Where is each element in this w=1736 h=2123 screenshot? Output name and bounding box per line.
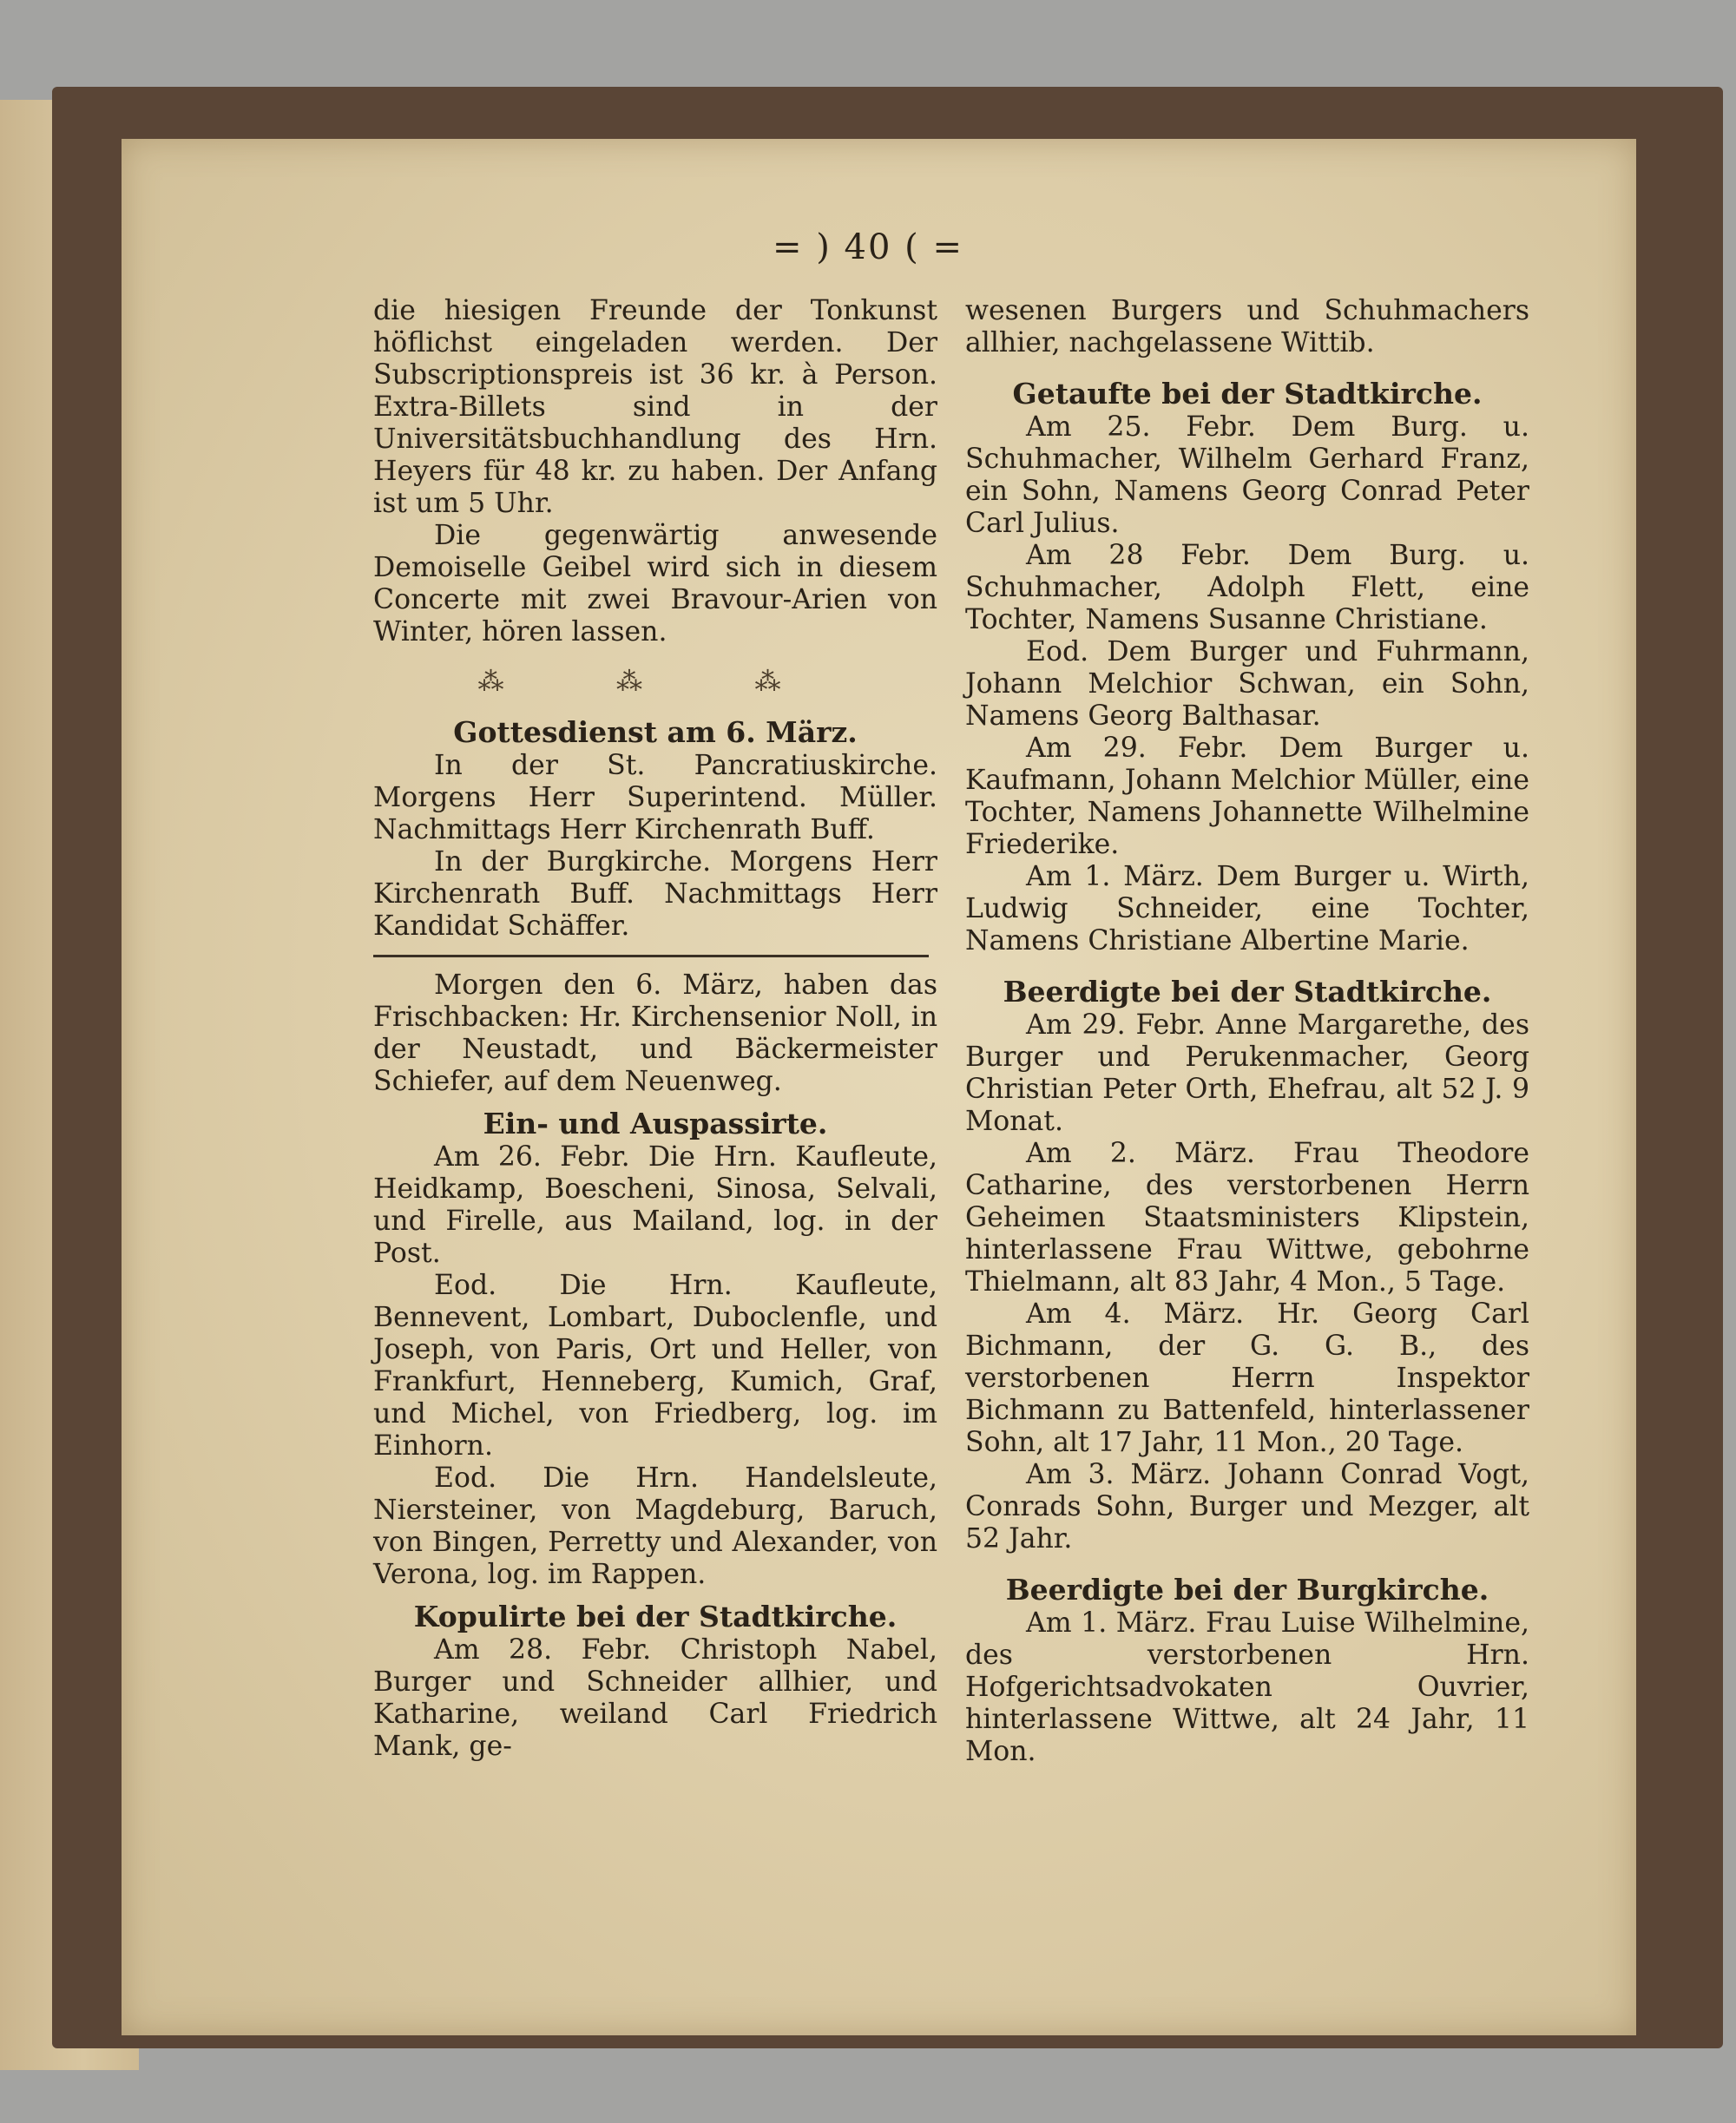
left-column: [373, 295, 937, 1763]
burial-entry-2: Am 2. März. Frau Theodore Catharine, des verstorbenen Herrn Geheimen Staatsministers Klipstein, hinterlassene Frau Wittwe, gebohrne Thielmann, alt 83 Jahr, 4 Mon., 5 Tage.: [965, 1138, 1529, 1298]
section-title-getaufte: Getaufte bei der Stadtkirche.: [1012, 377, 1483, 411]
marriage-continuation: wesenen Burgers und Schuhmachers allhier, nachgelassene Wittib.: [965, 295, 1529, 358]
concert-paragraph: die hiesigen Freunde der Tonkunst höflichst eingeladen werden. Der Subscriptionspreis ist 36 kr. à Person. Extra-Billets sind in der Universitätsbuchhandlung des Hrn. Heyers für 48 kr. zu haben. Der Anfang ist um 5 Uhr.: [373, 295, 937, 519]
section-title-passirte: Ein- und Auspassirte.: [483, 1107, 828, 1140]
travellers-entry-1: Am 26. Febr. Die Hrn. Kaufleute, Heidkamp, Boescheni, Sinosa, Selvali, und Firelle, aus Mailand, log. in der Post.: [373, 1141, 937, 1269]
marriage-entry: Am 28. Febr. Christoph Nabel, Burger und Schneider allhier, und Katharine, weiland Carl Friedrich Mank, ge-: [373, 1634, 937, 1762]
baptism-entry-3: Eod. Dem Burger und Fuhrmann, Johann Melchior Schwan, ein Sohn, Namens Georg Balthasar.: [965, 636, 1529, 732]
concert-singer-paragraph: Die gegenwärtig anwesende Demoiselle Geibel wird sich in diesem Concerte mit zwei Bravour-Arien von Winter, hören lassen.: [373, 520, 937, 647]
right-column: [965, 295, 1529, 1768]
baptism-entry-1: Am 25. Febr. Dem Burg. u. Schuhmacher, Wilhelm Gerhard Franz, ein Sohn, Namens Georg Conrad Peter Carl Julius.: [965, 411, 1529, 539]
service-burgkirche: In der Burgkirche. Morgens Herr Kirchenrath Buff. Nachmittags Herr Kandidat Schäffer.: [373, 846, 937, 942]
baptism-entry-2: Am 28 Febr. Dem Burg. u. Schuhmacher, Adolph Flett, eine Tochter, Namens Susanne Christiane.: [965, 540, 1529, 635]
section-title-gottesdienst: Gottesdienst am 6. März.: [453, 715, 858, 749]
burial-entry-3: Am 4. März. Hr. Georg Carl Bichmann, der G. G. B., des verstorbenen Herrn Inspektor Bichmann zu Battenfeld, hinterlassener Sohn, alt 17 Jahr, 11 Mon., 20 Tage.: [965, 1298, 1529, 1458]
baptism-entry-5: Am 1. März. Dem Burger u. Wirth, Ludwig Schneider, eine Tochter, Namens Christiane Albertine Marie.: [965, 861, 1529, 956]
burial-entry-1: Am 29. Febr. Anne Margarethe, des Burger und Perukenmacher, Georg Christian Peter Orth, Ehefrau, alt 52 J. 9 Monat.: [965, 1009, 1529, 1137]
section-title-kopulirte: Kopulirte bei der Stadtkirche.: [413, 1600, 898, 1633]
burial-entry-4: Am 3. März. Johann Conrad Vogt, Conrads Sohn, Burger und Mezger, alt 52 Jahr.: [965, 1459, 1529, 1554]
travellers-entry-3: Eod. Die Hrn. Handelsleute, Niersteiner, von Magdeburg, Baruch, von Bingen, Perretty und Alexander, von Verona, log. im Rappen.: [373, 1462, 937, 1590]
page-number-header: = ) 40 ( =: [773, 227, 963, 267]
service-pancratius: In der St. Pancratiuskirche. Morgens Herr Superintend. Müller. Nachmittags Herr Kirchenrath Buff.: [373, 750, 937, 845]
ornament-divider: ⁂ ⁂ ⁂: [477, 667, 833, 697]
travellers-entry-2: Eod. Die Hrn. Kaufleute, Bennevent, Lombart, Duboclenfle, und Joseph, von Paris, Ort und Heller, von Frankfurt, Henneberg, Kumich, Graf, und Michel, von Friedberg, log. im Einhorn.: [373, 1270, 937, 1462]
section-title-beerdigte-burgkirche: Beerdigte bei der Burgkirche.: [1005, 1573, 1489, 1607]
baptism-entry-4: Am 29. Febr. Dem Burger u. Kaufmann, Johann Melchior Müller, eine Tochter, Namens Johannette Wilhelmine Friederike.: [965, 733, 1529, 860]
horizontal-rule: [373, 955, 929, 957]
bakery-notice: Morgen den 6. März, haben das Frischbacken: Hr. Kirchensenior Noll, in der Neustadt, und Bäckermeister Schiefer, auf dem Neuenweg.: [373, 969, 937, 1097]
section-title-beerdigte-stadtkirche: Beerdigte bei der Stadtkirche.: [1003, 975, 1492, 1009]
burial-burgkirche-entry: Am 1. März. Frau Luise Wilhelmine, des verstorbenen Hrn. Hofgerichtsadvokaten Ouvrier, hinterlassene Wittwe, alt 24 Jahr, 11 Mon.: [965, 1607, 1529, 1767]
